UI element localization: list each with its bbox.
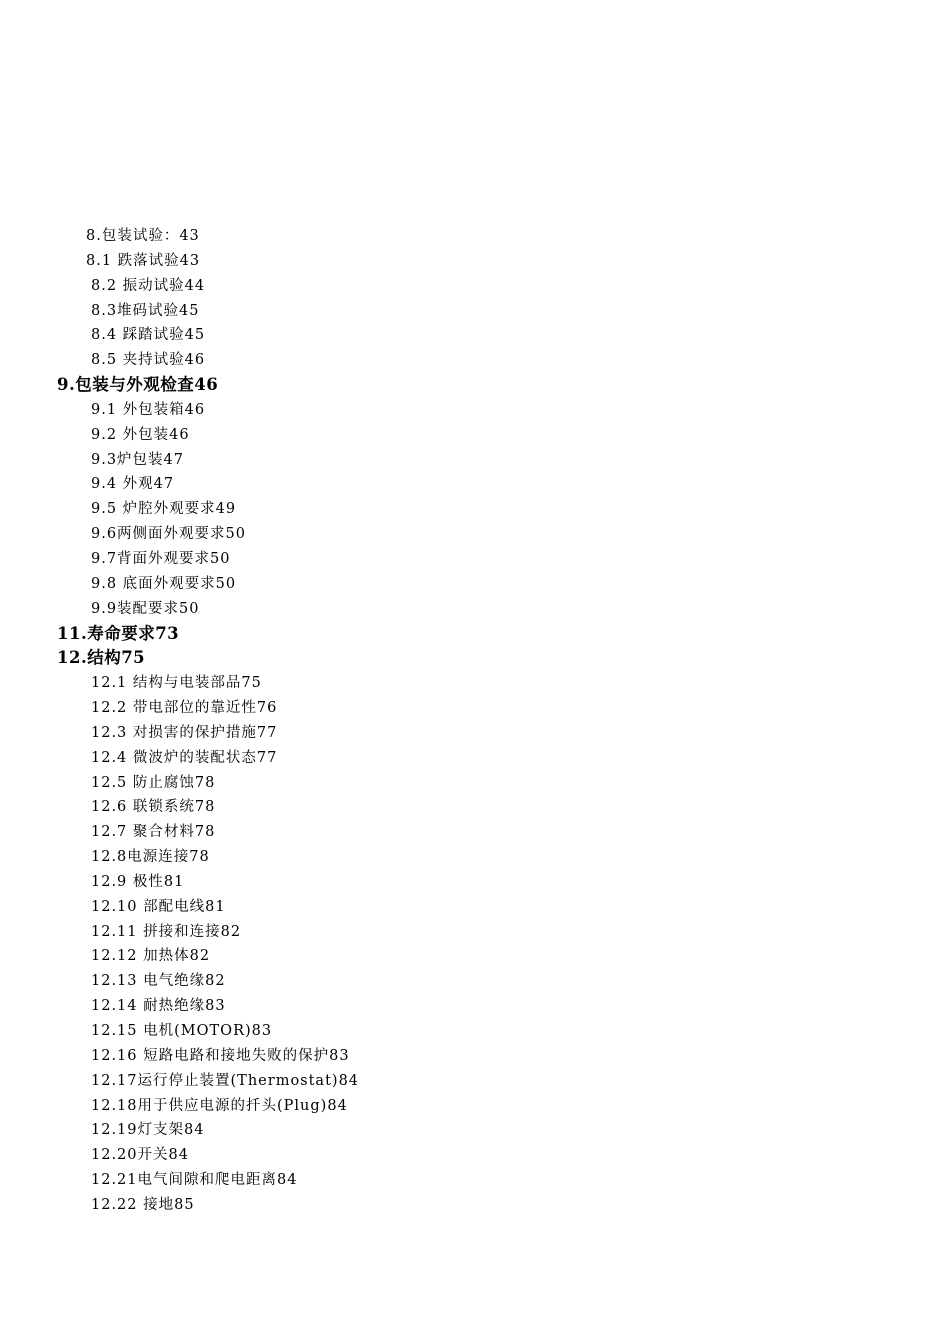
toc-entry: 9.7背面外观要求50: [91, 550, 231, 567]
toc-entry: 9.4 外观47: [91, 476, 175, 493]
toc-entry: 9.9装配要求50: [91, 600, 200, 617]
toc-entry: 8.2 振动试验44: [91, 277, 206, 294]
toc-entry: 12.10 部配电线81: [91, 898, 226, 915]
toc-entry: 12.9 极性81: [91, 873, 185, 890]
toc-entry: 12.2 带电部位的靠近性76: [91, 700, 278, 717]
toc-entry: 12.1 结构与电装部品75: [91, 675, 262, 692]
toc-entry: 12.3 对损害的保护措施77: [91, 724, 278, 741]
toc-entry: 12.11 拼接和连接82: [91, 923, 242, 940]
toc-entry: 12.17运行停止装置(Thermostat)84: [91, 1072, 360, 1089]
toc-entry: 12.21电气间隙和爬电距离84: [91, 1172, 298, 1189]
toc-entry: 8.3堆码试验45: [91, 302, 200, 319]
toc-entry: 9.2 外包装46: [91, 426, 190, 443]
toc-entry: 12.6 联锁系统78: [91, 799, 216, 816]
toc-entry: 9.1 外包装箱46: [91, 401, 206, 418]
toc-entry: 8.4 踩踏试验45: [91, 327, 206, 344]
toc-entry: 12.20开关84: [91, 1147, 189, 1164]
toc-section-heading: 11.寿命要求73: [57, 623, 180, 643]
toc-entry: 12.5 防止腐蚀78: [91, 774, 216, 791]
toc-entry: 12.15 电机(MOTOR)83: [91, 1023, 273, 1039]
toc-section-heading: 9.包装与外观检查46: [57, 375, 219, 395]
toc-entry: 12.13 电气绝缘82: [91, 973, 226, 990]
toc-entry: 12.12 加热体82: [91, 948, 211, 965]
toc-entry: 9.3炉包装47: [91, 451, 185, 468]
toc-entry: 9.8 底面外观要求50: [91, 575, 237, 592]
toc-entry: 9.5 炉腔外观要求49: [91, 501, 237, 518]
toc-entry: 12.8电源连接78: [91, 849, 210, 866]
toc-entry: 12.7 聚合材料78: [91, 824, 216, 841]
table-of-contents: [0, 224, 950, 1218]
toc-entry: 8.5 夹持试验46: [91, 352, 206, 369]
toc-entry: 12.4 微波炉的装配状态77: [91, 749, 278, 766]
toc-entry: 12.14 耐热绝缘83: [91, 998, 226, 1015]
toc-entry: 8.包装试验：43: [86, 228, 200, 244]
toc-entry: 12.22 接地85: [91, 1196, 195, 1213]
toc-entry: 8.1 跌落试验43: [86, 252, 201, 269]
toc-entry: 12.16 短路电路和接地失败的保护83: [91, 1047, 350, 1064]
toc-entry: 12.19灯支架84: [91, 1122, 205, 1139]
toc-entry: 9.6两侧面外观要求50: [91, 526, 247, 543]
toc-entry: 12.18用于供应电源的扦头(Plug)84: [91, 1097, 348, 1114]
toc-section-heading: 12.结构75: [57, 648, 146, 668]
